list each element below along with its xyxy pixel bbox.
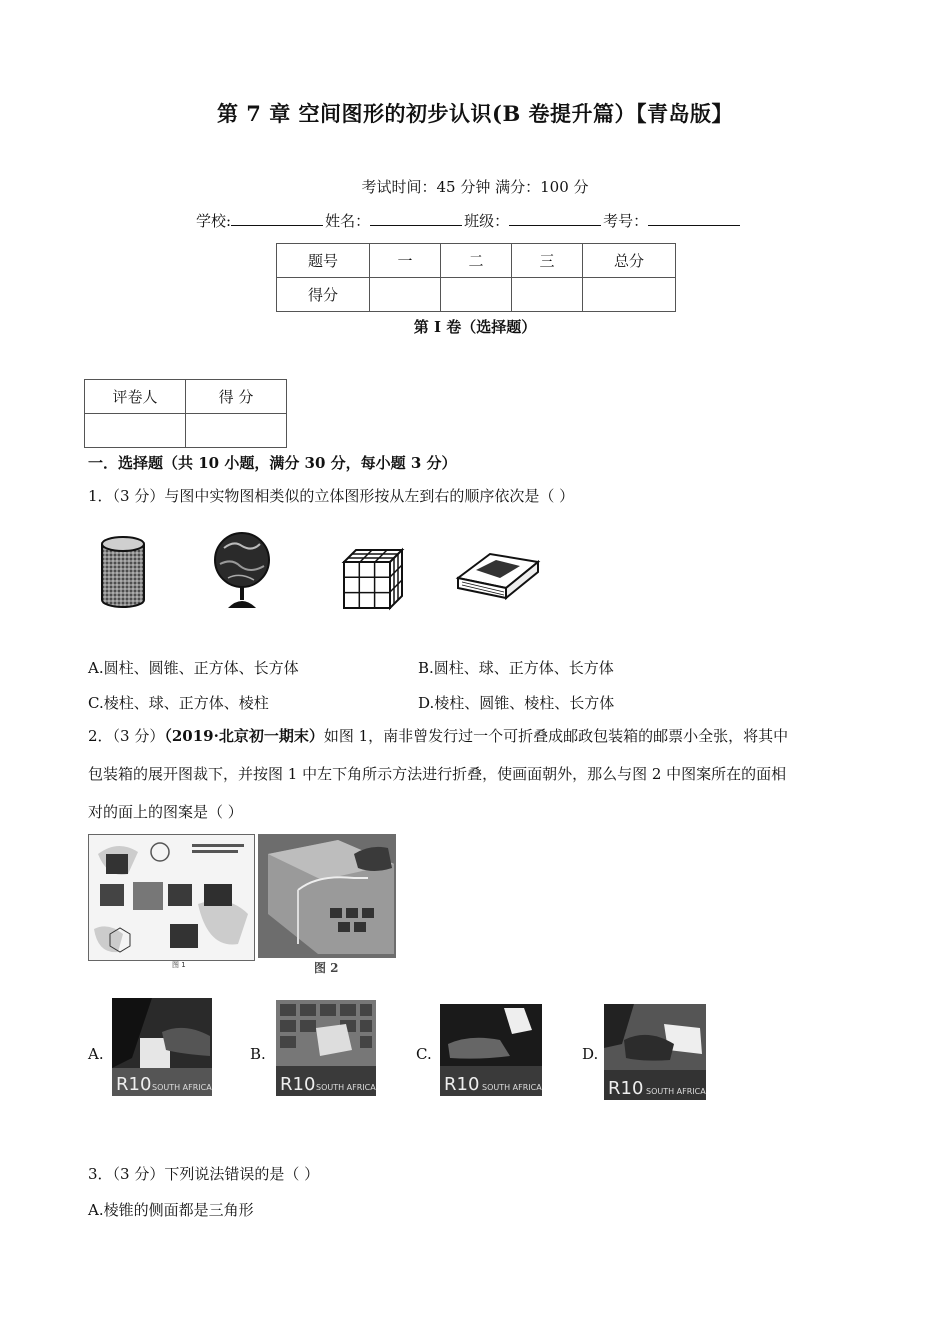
figure-2-box-photo: [258, 834, 396, 976]
stamp-d-value: R10: [608, 1078, 644, 1099]
name-label: 姓名：: [325, 212, 371, 230]
section-title: 第 I 卷（选择题）: [413, 318, 537, 336]
q1-option-c[interactable]: C.棱柱、球、正方体、棱柱: [88, 694, 269, 712]
q1-option-b[interactable]: B.圆柱、球、正方体、长方体: [418, 659, 614, 677]
score-header-cell: 题号: [277, 244, 370, 278]
grader-table: [84, 379, 287, 448]
globe-figure: [212, 528, 272, 612]
score-header-cell: 三: [512, 244, 583, 278]
stamp-a-value: R10: [116, 1074, 152, 1095]
score-row-label: 得分: [277, 278, 370, 312]
fig1-caption: 图 1: [172, 961, 186, 969]
cube-figure: [340, 546, 406, 612]
q1-option-a[interactable]: A.圆柱、圆锥、正方体、长方体: [88, 659, 299, 677]
figure-1-stamp-sheet: [88, 834, 256, 976]
score-header-cell: 一: [370, 244, 441, 278]
number-field[interactable]: [648, 211, 740, 226]
name-field[interactable]: [370, 211, 462, 226]
score-cell[interactable]: [583, 278, 676, 312]
score-header-cell: 二: [441, 244, 512, 278]
school-label: 学校:: [196, 212, 232, 230]
stamp-d-country: SOUTH AFRICA: [646, 1087, 706, 1096]
stamp-option-b[interactable]: [276, 1000, 376, 1096]
book-figure: [454, 548, 542, 606]
question-2-line-1: [88, 717, 868, 755]
question-2-line-2: 包装箱的展开图裁下，并按图 1 中左下角所示方法进行折叠，使画面朝外，那么与图 2 中图案所在的面相: [88, 765, 787, 783]
q2-option-a[interactable]: A.: [88, 1045, 104, 1063]
stamp-option-d[interactable]: [604, 1004, 706, 1100]
score-cell[interactable]: [441, 278, 512, 312]
part-title: 一．选择题（共 10 小题，满分 30 分，每小题 3 分）: [88, 454, 457, 472]
stamp-a-country: SOUTH AFRICA: [152, 1083, 212, 1092]
question-1-text: 1．（3 分）与图中实物图相类似的立体图形按从左到右的顺序依次是（ ）: [88, 487, 575, 505]
q2-prefix: 2．（3 分）: [88, 727, 165, 745]
score-header-cell: 总分: [583, 244, 676, 278]
number-label: 考号：: [603, 212, 649, 230]
grader-score-label: 得 分: [186, 380, 287, 414]
stamp-option-a[interactable]: [112, 998, 212, 1096]
fig2-caption: 图 2: [314, 961, 339, 975]
class-field[interactable]: [509, 211, 601, 226]
stamp-option-c[interactable]: [440, 1004, 542, 1096]
q3-option-a[interactable]: A.棱锥的侧面都是三角形: [88, 1201, 254, 1219]
exam-info: 考试时间：45 分钟 满分：100 分: [361, 178, 589, 196]
stamp-c-country: SOUTH AFRICA: [482, 1083, 542, 1092]
q1-option-d[interactable]: D.棱柱、圆锥、棱柱、长方体: [418, 694, 615, 712]
q2-source: （2019·北京初一期末）: [164, 727, 324, 745]
score-cell[interactable]: [370, 278, 441, 312]
cylinder-figure: [98, 534, 148, 610]
q2-option-b[interactable]: B.: [250, 1045, 266, 1063]
score-cell[interactable]: [512, 278, 583, 312]
q2-option-d[interactable]: D.: [582, 1045, 599, 1063]
question-2-line-3: 对的面上的图案是（ ）: [88, 803, 243, 821]
grader-label: 评卷人: [85, 380, 186, 414]
student-fields: [196, 210, 742, 231]
stamp-b-country: SOUTH AFRICA: [316, 1083, 376, 1092]
class-label: 班级：: [464, 212, 510, 230]
q2-text-1: 如图 1，南非曾发行过一个可折叠成邮政包装箱的邮票小全张，将其中: [323, 727, 789, 745]
stamp-c-value: R10: [444, 1074, 480, 1095]
grader-cell[interactable]: [85, 414, 186, 448]
q2-option-c[interactable]: C.: [416, 1045, 432, 1063]
grader-cell[interactable]: [186, 414, 287, 448]
question-3-text: 3．（3 分）下列说法错误的是（ ）: [88, 1165, 320, 1183]
page-title: 第 7 章 空间图形的初步认识(B 卷提升篇）【青岛版】: [216, 101, 734, 126]
school-field[interactable]: [231, 211, 323, 226]
stamp-b-value: R10: [280, 1074, 316, 1095]
score-table: [276, 243, 676, 312]
